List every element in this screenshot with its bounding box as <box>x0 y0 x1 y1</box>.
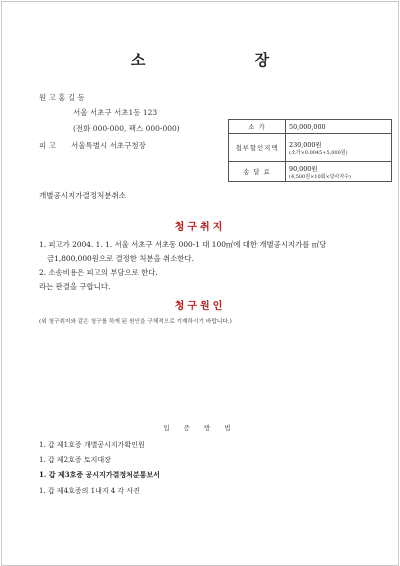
fee-label: 첩부할인지액 <box>229 134 286 162</box>
plaintiff-contact: (전화 000-000, 팩스 000-000) <box>73 124 180 133</box>
evidence-item: 1. 갑 제3호증 공시지가결정처분통보서 <box>39 470 160 479</box>
fee-value: 50,000,000 <box>286 120 392 134</box>
plaintiff-address: 서울 서초구 서초1동 123 <box>73 108 158 117</box>
evidence-item: 1. 갑 제1호증 개별공시지가확인원 <box>39 441 145 449</box>
claim-line: 1. 피고가 2004. 1. 1. 서울 서초구 서초동 000-1 대 100㎡에 대한 개별공시지가를 ㎡당 <box>39 240 327 249</box>
evidence-item: 1. 갑 제4호증의 1내지 4 각 사진 <box>39 487 141 495</box>
cause-heading: 청구원인 <box>174 301 226 312</box>
claim-heading: 청구취지 <box>174 222 226 233</box>
fee-row <box>229 134 392 162</box>
defendant-name: 서울특별시 서초구청장 <box>71 141 146 150</box>
claim-line: 2. 소송비용은 피고의 부담으로 한다. <box>39 268 158 277</box>
claim-line: 라는 판결을 구합니다. <box>39 282 111 291</box>
fee-value: 90,000원 <box>289 164 318 173</box>
fee-row <box>229 120 392 134</box>
fee-table <box>228 119 392 182</box>
fee-value: 230,000원 <box>289 140 322 149</box>
fee-cell <box>286 162 392 182</box>
document-title: 소 장 <box>130 51 322 69</box>
fee-cell <box>286 134 392 162</box>
fee-formula: (소가×0.0045+5,000원) <box>289 149 348 156</box>
cause-note: (위 청구취지와 같은 청구를 하게 된 원인을 구체적으로 기재하시기 바랍니다.) <box>39 319 232 325</box>
fee-row <box>229 162 392 182</box>
defendant-label: 피 고 <box>39 141 56 150</box>
case-name: 개별공시지가결정처분취소 <box>39 191 126 200</box>
fee-formula: (4,500원×10회×당사자수) <box>289 173 351 180</box>
evidence-heading: 입 증 방 법 <box>163 424 237 432</box>
evidence-item: 1. 갑 제2호증 토지대장 <box>39 456 111 464</box>
fee-label: 소 가 <box>229 120 286 134</box>
fee-label: 송 달 료 <box>229 162 286 182</box>
document-page <box>1 1 399 566</box>
claim-line: 금1,800,000원으로 결정한 처분을 취소한다. <box>47 254 194 263</box>
plaintiff-label: 원 고 홍 길 동 <box>39 93 85 102</box>
